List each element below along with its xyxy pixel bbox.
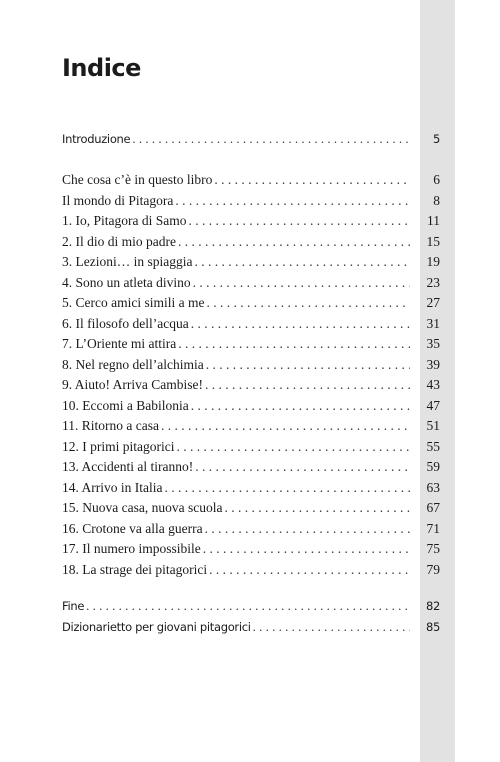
toc-entry-page: 59 [426, 459, 440, 474]
toc-entry-page: 67 [426, 500, 440, 515]
toc-entry[interactable] [62, 396, 440, 417]
toc-leader-dots [164, 478, 410, 499]
toc-entry-label: Il mondo di Pitagora [62, 192, 174, 208]
toc-entry-label: 18. La strage dei pitagorici [62, 561, 208, 577]
toc-entry-page: 35 [426, 336, 440, 351]
toc-entry-label: 2. Il dio di mio padre [62, 233, 176, 249]
toc-leader-dots [224, 498, 410, 519]
toc-entry-page: 71 [426, 520, 440, 536]
toc-intro-section [62, 129, 440, 150]
toc-entry-page: 31 [426, 315, 440, 331]
toc-entry[interactable] [62, 273, 440, 294]
toc-entry[interactable] [62, 355, 440, 376]
toc-entry-page: 75 [426, 541, 440, 556]
toc-leader-dots [214, 170, 410, 191]
toc-entry[interactable] [62, 437, 440, 458]
toc-chapters-section [62, 170, 440, 580]
toc-entry[interactable] [62, 498, 440, 519]
toc-entry-page: 27 [426, 295, 440, 310]
toc-leader-dots [205, 519, 410, 540]
toc-leader-dots [206, 355, 410, 376]
toc-entry-page: 63 [426, 479, 440, 495]
toc-entry[interactable] [62, 293, 440, 314]
toc-leader-dots [193, 273, 410, 294]
toc-entry-label: 5. Cerco amici simili a me [62, 295, 205, 310]
toc-entry-page: 6 [433, 172, 440, 187]
toc-entry-label: Introduzione [62, 132, 131, 146]
toc-entry-page: 39 [426, 356, 440, 372]
toc-entry-label: 16. Crotone va alla guerra [62, 520, 203, 536]
toc-entry[interactable] [62, 457, 440, 478]
toc-entry-page: 11 [427, 213, 440, 228]
toc-leader-dots [194, 252, 410, 273]
toc-entry[interactable] [62, 416, 440, 437]
toc-leader-dots [161, 416, 410, 437]
toc-leader-dots [191, 314, 410, 335]
toc-entry-label: 4. Sono un atleta divino [62, 274, 191, 290]
toc-entry[interactable] [62, 617, 440, 638]
toc-entry[interactable] [62, 211, 440, 232]
toc-leader-dots [132, 129, 410, 150]
toc-entry-label: Che cosa c’è in questo libro [62, 172, 213, 187]
toc-entry-page: 23 [426, 274, 440, 290]
toc-entry-label: 7. L’Oriente mi attira [62, 336, 177, 351]
toc-entry[interactable] [62, 560, 440, 581]
toc-back-matter-section [62, 596, 440, 637]
toc-entry-page: 8 [433, 192, 440, 208]
toc-leader-dots [205, 375, 410, 396]
toc-entry[interactable] [62, 252, 440, 273]
toc-entry[interactable] [62, 129, 440, 150]
toc-leader-dots [203, 539, 410, 560]
toc-entry-label: 12. I primi pitagorici [62, 438, 175, 454]
toc-entry-label: Dizionarietto per giovani pitagorici [62, 619, 251, 634]
toc-entry[interactable] [62, 375, 440, 396]
toc-entry-page: 55 [426, 438, 440, 454]
toc-entry[interactable] [62, 314, 440, 335]
toc-entry[interactable] [62, 334, 440, 355]
toc-entry-label: 8. Nel regno dell’alchimia [62, 356, 204, 372]
toc-entry[interactable] [62, 232, 440, 253]
toc-leader-dots [176, 437, 410, 458]
right-margin [455, 0, 500, 762]
toc-entry-label: 14. Arrivo in Italia [62, 479, 163, 495]
toc-entry-label: 11. Ritorno a casa [62, 418, 159, 433]
toc-entry-label: Fine [62, 599, 85, 613]
toc-entry-page: 85 [425, 619, 440, 634]
toc-entry-page: 82 [425, 599, 440, 613]
toc-leader-dots [209, 560, 410, 581]
toc-entry[interactable] [62, 191, 440, 212]
toc-leader-dots [178, 334, 410, 355]
toc-leader-dots [206, 293, 410, 314]
toc-entry-label: 17. Il numero impossibile [62, 541, 201, 556]
toc-leader-dots [191, 396, 410, 417]
toc-entry-label: 3. Lezioni… in spiaggia [62, 254, 193, 269]
page-title: Indice [62, 54, 141, 82]
toc-leader-dots [86, 596, 410, 617]
toc-entry-page: 19 [426, 254, 440, 269]
toc-entry-label: 13. Accidenti al tiranno! [62, 459, 194, 474]
toc-entry-page: 51 [426, 418, 440, 433]
toc-entry-page: 79 [426, 561, 440, 577]
toc-leader-dots [253, 617, 410, 638]
toc-entry-page: 47 [426, 397, 440, 413]
toc-leader-dots [195, 457, 410, 478]
toc-entry-label: 6. Il filosofo dell’acqua [62, 315, 189, 331]
toc-entry-page: 15 [426, 233, 440, 249]
toc-entry-label: 1. Io, Pitagora di Samo [62, 213, 187, 228]
toc-entry-page: 5 [432, 132, 440, 146]
toc-leader-dots [175, 191, 410, 212]
toc-entry[interactable] [62, 596, 440, 617]
toc-entry[interactable] [62, 539, 440, 560]
toc-leader-dots [178, 232, 410, 253]
toc-entry-label: 15. Nuova casa, nuova scuola [62, 500, 223, 515]
toc-entry-label: 10. Eccomi a Babilonia [62, 397, 189, 413]
toc-entry-page: 43 [426, 377, 440, 392]
toc-leader-dots [189, 211, 411, 232]
toc-entry[interactable] [62, 170, 440, 191]
toc-entry[interactable] [62, 478, 440, 499]
toc-entry-label: 9. Aiuto! Arriva Cambise! [62, 377, 203, 392]
toc-entry[interactable] [62, 519, 440, 540]
